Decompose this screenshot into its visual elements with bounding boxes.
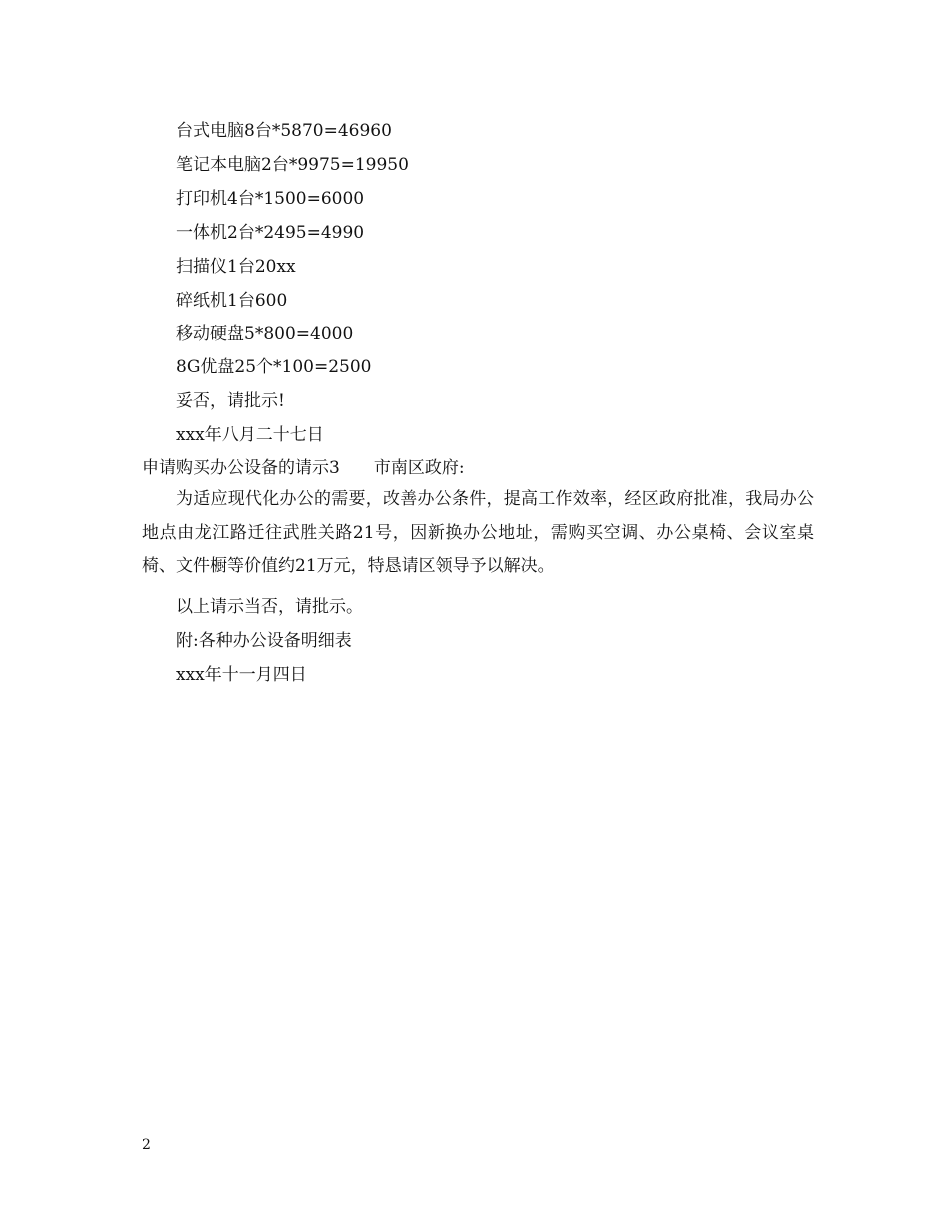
equipment-item-scanner: 扫描仪1台20xx xyxy=(176,257,296,277)
equipment-item-hard-drive: 移动硬盘5*800=4000 xyxy=(176,324,354,344)
attachment-note: 附:各种办公设备明细表 xyxy=(176,631,352,651)
page-number: 2 xyxy=(142,1137,151,1153)
body-paragraph: 为适应现代化办公的需要，改善办公条件，提高工作效率，经区政府批准，我局办公地点由龙江路迁往武胜关路21号，因新换办公地址，需购买空调、办公桌椅、会议室桌椅、文件橱等价值约21万元，特恳请区领导予以解决。 xyxy=(142,489,814,576)
equipment-item-shredder: 碎纸机1台600 xyxy=(176,291,288,311)
equipment-item-all-in-one: 一体机2台*2495=4990 xyxy=(176,223,365,243)
equipment-item-usb-drive: 8G优盘25个*100=2500 xyxy=(176,357,372,377)
date-line-1: xxx年八月二十七日 xyxy=(176,425,324,445)
equipment-item-desktop: 台式电脑8台*5870=46960 xyxy=(176,121,392,141)
equipment-item-printer: 打印机4台*1500=6000 xyxy=(176,189,365,209)
closing-request: 妥否，请批示! xyxy=(176,391,285,411)
closing-request-2: 以上请示当否，请批示。 xyxy=(176,597,363,617)
document-heading-line: 申请购买办公设备的请示3 市南区政府: xyxy=(142,458,465,478)
equipment-item-laptop: 笔记本电脑2台*9975=19950 xyxy=(176,155,409,175)
date-line-2: xxx年十一月四日 xyxy=(176,665,307,685)
